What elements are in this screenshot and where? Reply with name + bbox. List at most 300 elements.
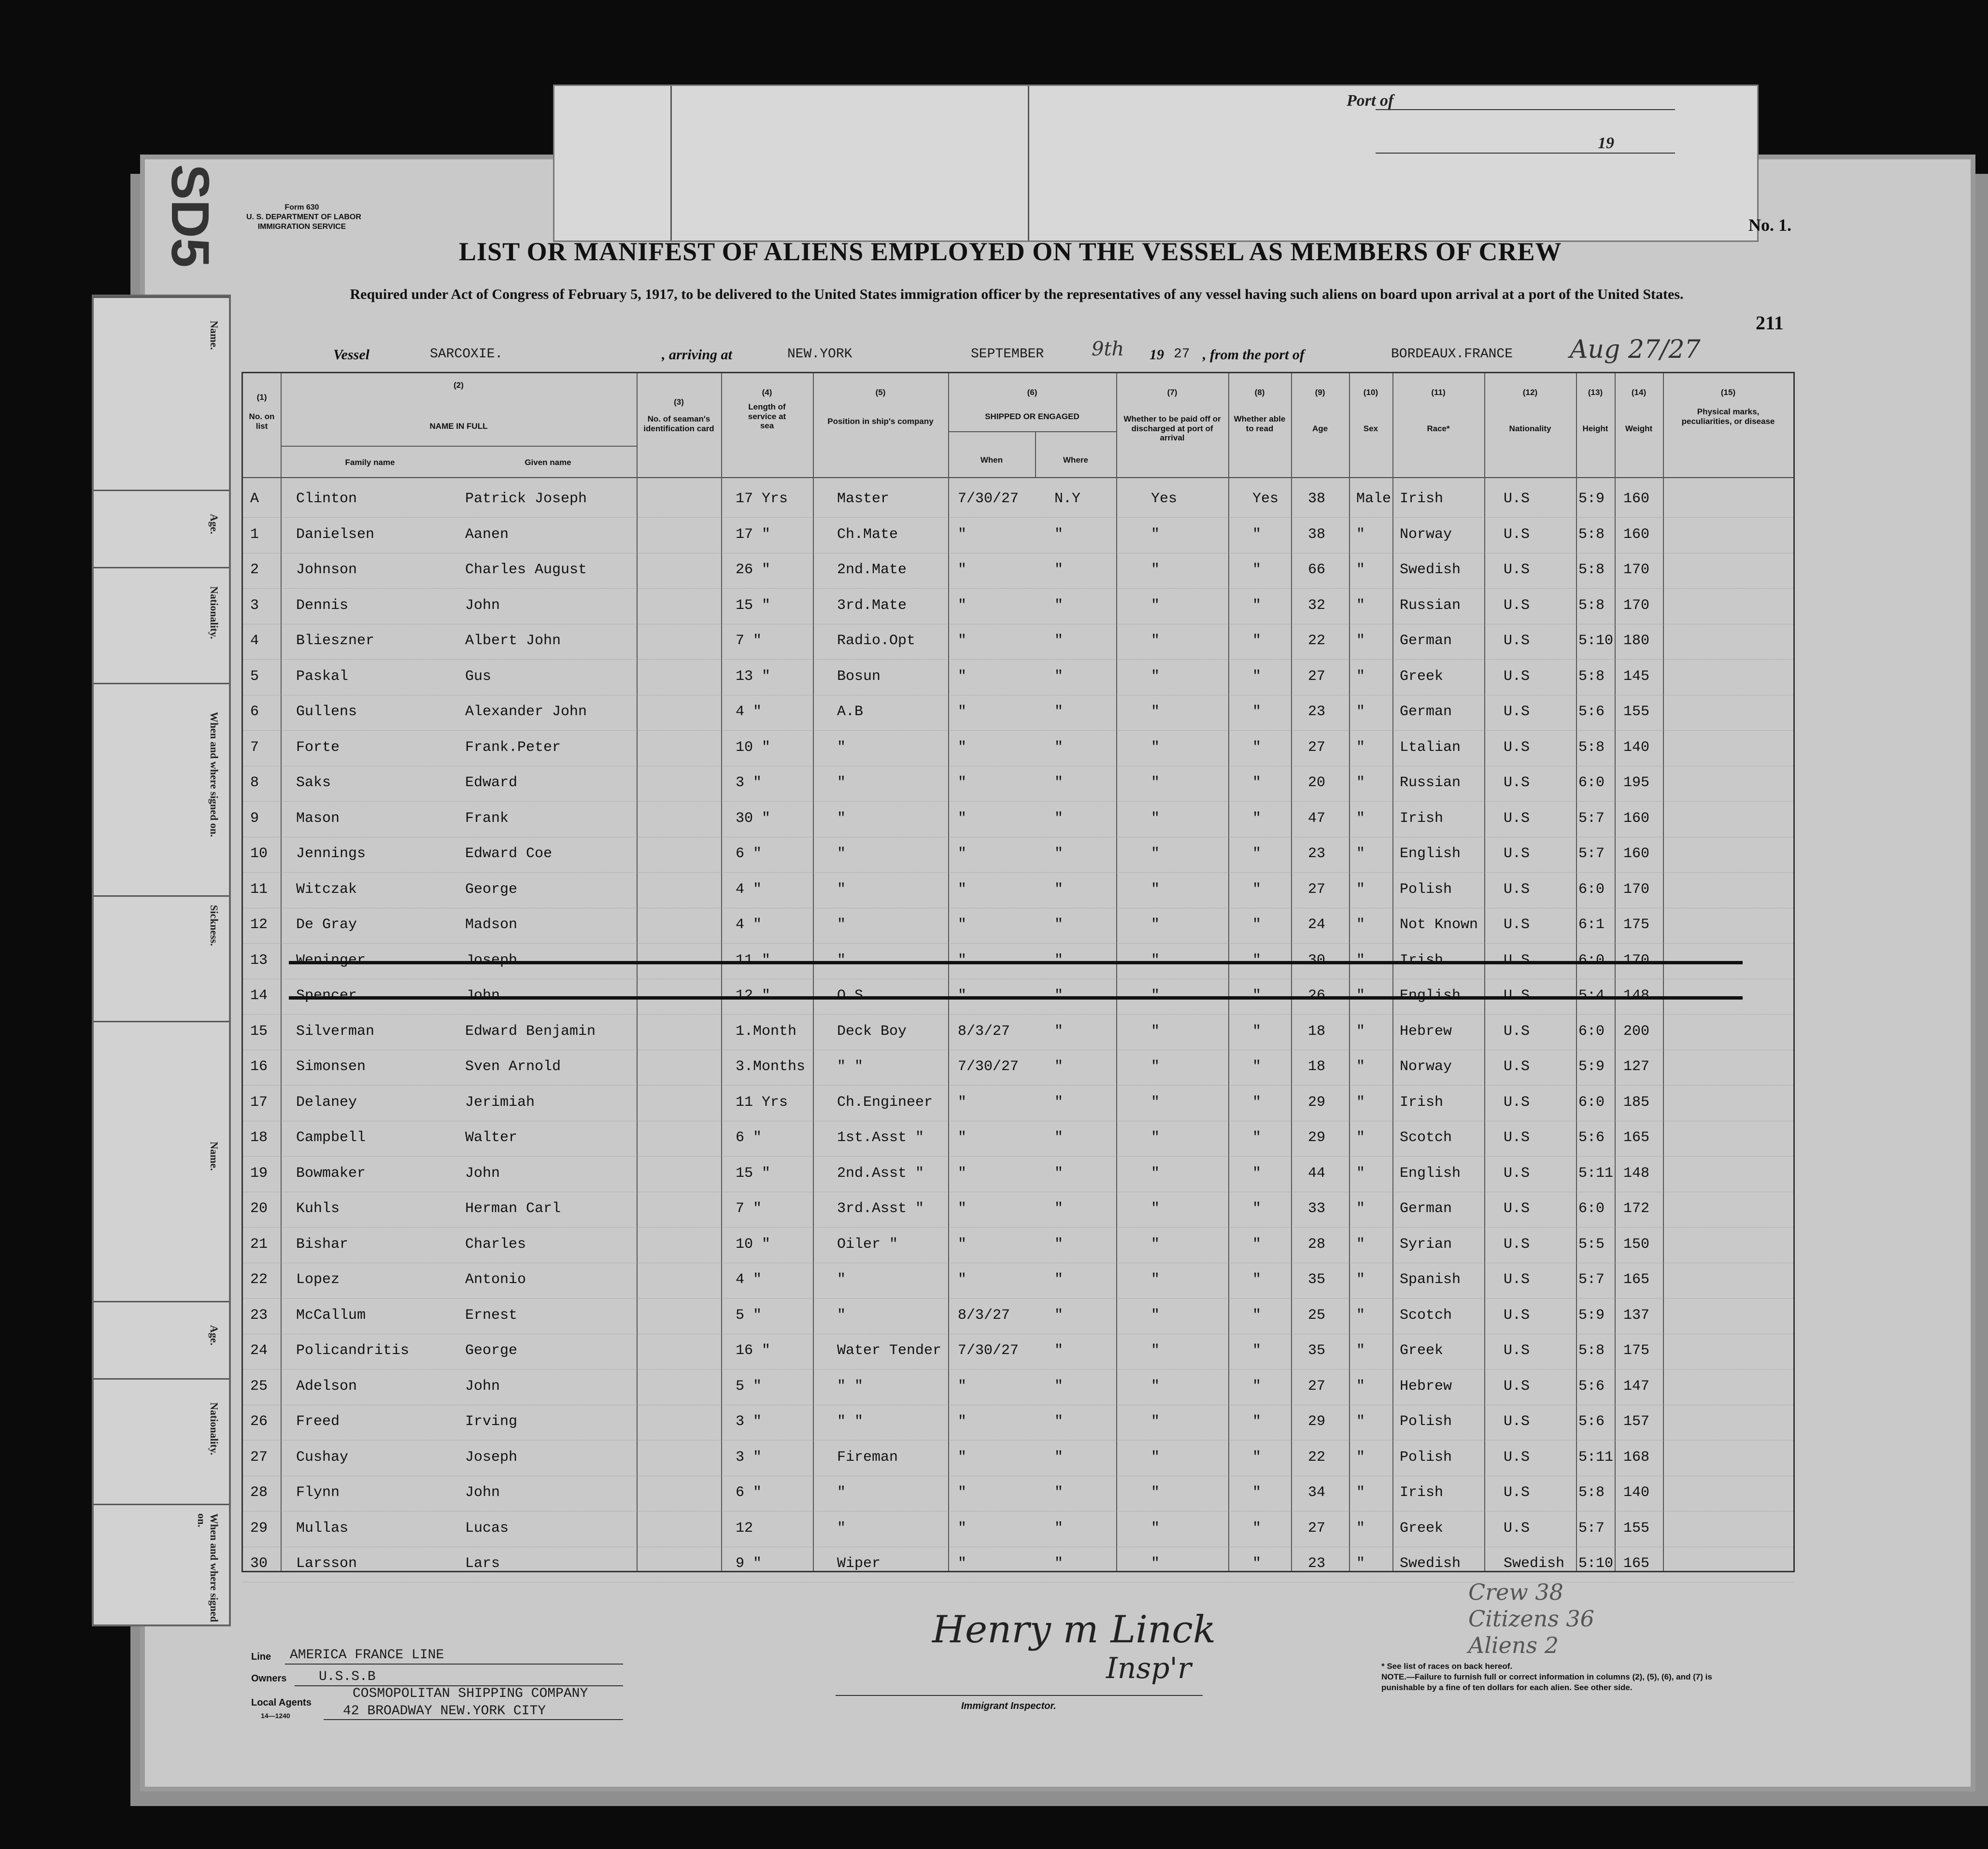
left-side-tab <box>92 295 231 1626</box>
cell-race: Scotch <box>1400 1129 1452 1146</box>
cell-able-to-read: " <box>1252 810 1262 827</box>
cell-nationality: U.S <box>1504 1342 1530 1359</box>
table-row <box>243 979 1793 1015</box>
from-port-label: , from the port of <box>1203 347 1305 363</box>
cell-nationality: U.S <box>1504 1023 1530 1040</box>
cell-shipped-when: " <box>958 1094 967 1111</box>
cell-length-of-service: 1.Month <box>736 1023 797 1040</box>
cell-shipped-where: " <box>1054 1165 1064 1182</box>
cell-shipped-when: " <box>958 1449 967 1466</box>
cell-sex: " <box>1356 1378 1365 1395</box>
cell-age: 29 <box>1308 1129 1326 1146</box>
cell-able-to-read: " <box>1252 1307 1262 1324</box>
cell-height: 5:11 <box>1578 1449 1614 1466</box>
cell-paid-off: " <box>1151 1165 1160 1182</box>
cell-row-number: 13 <box>250 952 268 969</box>
cell-race: Not Known <box>1400 917 1478 933</box>
cell-able-to-read: " <box>1252 1449 1262 1466</box>
cell-nationality: U.S <box>1504 1307 1530 1324</box>
cell-height: 5:6 <box>1578 704 1605 720</box>
cell-family-name: Mullas <box>296 1520 349 1537</box>
cell-position: " " <box>837 1413 864 1430</box>
cell-age: 29 <box>1308 1094 1326 1111</box>
cell-height: 5:6 <box>1578 1378 1605 1395</box>
cell-sex: " <box>1356 810 1365 827</box>
cell-row-number: 12 <box>250 917 268 933</box>
cell-family-name: Clinton <box>296 491 357 507</box>
cell-row-number: 3 <box>250 597 259 614</box>
cell-sex: " <box>1356 739 1365 756</box>
inspector-signature: Henry m Linck <box>932 1608 1216 1651</box>
cell-height: 5:4 <box>1578 988 1605 1004</box>
cell-sex: " <box>1356 526 1365 543</box>
cell-nationality: U.S <box>1504 1059 1530 1075</box>
cell-shipped-where: " <box>1054 917 1064 933</box>
cell-position: " " <box>837 1378 864 1395</box>
cell-sex: " <box>1356 1094 1365 1111</box>
cell-shipped-where: " <box>1054 988 1064 1004</box>
cell-able-to-read: " <box>1252 846 1262 862</box>
inspector-title: Insp'r <box>1106 1651 1192 1685</box>
cell-height: 5:10 <box>1578 633 1614 649</box>
col-number-read: (8) <box>1254 388 1265 397</box>
cell-given-name: Sven Arnold <box>465 1059 561 1075</box>
cell-given-name: Charles August <box>465 562 587 578</box>
owners-label: Owners <box>251 1673 287 1684</box>
cell-paid-off: " <box>1151 881 1160 898</box>
cell-given-name: Irving <box>465 1413 518 1430</box>
table-row <box>243 802 1793 837</box>
table-row <box>243 1228 1793 1263</box>
table-row <box>243 1511 1793 1547</box>
col-header-race: Race* <box>1427 424 1450 433</box>
cell-position: Wiper <box>837 1555 881 1572</box>
cell-shipped-when: " <box>958 810 967 827</box>
cell-paid-off: " <box>1151 597 1160 614</box>
cell-paid-off: " <box>1151 1449 1160 1466</box>
cell-family-name: De Gray <box>296 917 357 933</box>
cell-row-number: 23 <box>250 1307 268 1324</box>
cell-position: " <box>837 1307 846 1324</box>
cell-race: Swedish <box>1400 1555 1461 1572</box>
cell-age: 27 <box>1308 881 1326 898</box>
cell-paid-off: " <box>1151 1094 1160 1111</box>
cell-shipped-where: " <box>1054 1307 1064 1324</box>
cell-paid-off: " <box>1151 562 1160 578</box>
col-number-no: (1) <box>256 393 267 402</box>
cell-shipped-where: " <box>1054 526 1064 543</box>
cell-given-name: John <box>465 1165 500 1182</box>
cell-weight: 137 <box>1623 1307 1650 1324</box>
cell-able-to-read: " <box>1252 526 1262 543</box>
cell-length-of-service: 3 " <box>736 1449 762 1466</box>
cell-length-of-service: 6 " <box>736 1129 762 1146</box>
cell-given-name: John <box>465 1484 500 1501</box>
table-row <box>243 553 1793 589</box>
cell-nationality: U.S <box>1504 1449 1530 1466</box>
cell-age: 20 <box>1308 775 1326 791</box>
cell-row-number: 11 <box>250 881 268 898</box>
strike-through-line <box>289 996 1743 1000</box>
cell-row-number: 22 <box>250 1271 268 1288</box>
cell-sex: " <box>1356 1484 1365 1501</box>
cell-shipped-when: " <box>958 1484 967 1501</box>
cell-position: Radio.Opt <box>837 633 916 649</box>
cell-race: Irish <box>1400 952 1444 969</box>
cell-position: " " <box>837 1059 864 1075</box>
cell-paid-off: " <box>1151 917 1160 933</box>
cell-weight: 140 <box>1623 739 1650 756</box>
col-header-no: No. on list <box>249 412 275 431</box>
manifest-title: LIST OR MANIFEST OF ALIENS EMPLOYED ON THE VESSEL AS MEMBERS OF CREW <box>459 237 1562 266</box>
cell-shipped-where: " <box>1054 1484 1064 1501</box>
cell-weight: 160 <box>1623 846 1650 862</box>
cell-family-name: Mason <box>296 810 340 827</box>
cell-shipped-when: 7/30/27 <box>958 491 1019 507</box>
cell-shipped-when: " <box>958 881 967 898</box>
cell-able-to-read: " <box>1252 1555 1262 1572</box>
cell-age: 44 <box>1308 1165 1326 1182</box>
cell-row-number: 25 <box>250 1378 268 1395</box>
cell-row-number: 14 <box>250 988 268 1004</box>
cell-paid-off: " <box>1151 1555 1160 1572</box>
cell-row-number: 9 <box>250 810 259 827</box>
archive-stamp: SD5 <box>160 164 220 268</box>
cell-row-number: 29 <box>250 1520 268 1537</box>
cell-race: Hebrew <box>1400 1023 1452 1040</box>
table-row <box>243 1157 1793 1192</box>
cell-shipped-where: " <box>1054 952 1064 969</box>
cell-nationality: U.S <box>1504 775 1530 791</box>
form-code: 14—1240 <box>261 1712 290 1720</box>
cell-row-number: 17 <box>250 1094 268 1111</box>
cell-weight: 168 <box>1623 1449 1650 1466</box>
crew-table <box>241 372 1795 1572</box>
cell-position: " <box>837 1520 846 1537</box>
inspector-label: Immigrant Inspector. <box>961 1701 1056 1711</box>
cell-paid-off: " <box>1151 1059 1160 1075</box>
col-header-read: Whether able to read <box>1234 414 1286 433</box>
cell-weight: 160 <box>1623 491 1650 507</box>
cell-position: " <box>837 952 846 969</box>
cell-age: 38 <box>1308 526 1326 543</box>
cell-family-name: Adelson <box>296 1378 357 1395</box>
cell-weight: 127 <box>1623 1059 1650 1075</box>
cell-sex: " <box>1356 668 1365 685</box>
cell-row-number: 15 <box>250 1023 268 1040</box>
cell-sex: " <box>1356 1520 1365 1537</box>
table-row <box>243 731 1793 766</box>
cell-race: Norway <box>1400 526 1452 543</box>
cell-height: 5:8 <box>1578 526 1605 543</box>
cell-position: 1st.Asst " <box>837 1129 924 1146</box>
cell-nationality: U.S <box>1504 1165 1530 1182</box>
cell-paid-off: " <box>1151 1023 1160 1040</box>
cell-able-to-read: " <box>1252 1023 1262 1040</box>
owners-value: U.S.S.B <box>319 1669 376 1684</box>
cell-age: 27 <box>1308 1520 1326 1537</box>
table-row <box>243 1369 1793 1405</box>
cell-given-name: Madson <box>465 917 518 933</box>
cell-row-number: 1 <box>250 526 259 543</box>
col-header-card: No. of seaman's identification card <box>643 414 714 433</box>
form-identifier <box>246 203 361 232</box>
strike-through-line <box>289 961 1743 964</box>
cell-length-of-service: 13 " <box>736 668 771 685</box>
cell-length-of-service: 4 " <box>736 1271 762 1288</box>
left-tab-label: Name. <box>208 1142 220 1171</box>
cell-shipped-when: " <box>958 526 967 543</box>
cell-shipped-when: " <box>958 1200 967 1217</box>
cell-shipped-when: " <box>958 1236 967 1253</box>
cell-able-to-read: " <box>1252 1378 1262 1395</box>
cell-shipped-where: " <box>1054 1059 1064 1075</box>
cell-length-of-service: 4 " <box>736 881 762 898</box>
arriving-port: NEW.YORK <box>787 347 852 362</box>
col-header-service: Length of service at sea <box>748 402 786 431</box>
cell-shipped-when: " <box>958 1413 967 1430</box>
cell-weight: 160 <box>1623 810 1650 827</box>
table-row <box>243 837 1793 873</box>
cell-length-of-service: 3.Months <box>736 1059 806 1075</box>
cell-weight: 165 <box>1623 1271 1650 1288</box>
tally-citizens: Citizens 36 <box>1468 1606 1594 1632</box>
cell-shipped-where: " <box>1054 775 1064 791</box>
cell-weight: 172 <box>1623 1200 1650 1217</box>
cell-height: 5:9 <box>1578 1307 1605 1324</box>
cell-race: Hebrew <box>1400 1378 1452 1395</box>
cell-able-to-read: " <box>1252 1484 1262 1501</box>
cell-row-number: 5 <box>250 668 259 685</box>
cell-race: Irish <box>1400 491 1444 507</box>
cell-position: " <box>837 1484 846 1501</box>
cell-able-to-read: " <box>1252 1094 1262 1111</box>
cell-weight: 150 <box>1623 1236 1650 1253</box>
footnotes <box>1381 1661 1719 1693</box>
cell-length-of-service: 26 " <box>736 562 771 578</box>
cell-given-name: John <box>465 988 500 1004</box>
cell-nationality: U.S <box>1504 1271 1530 1288</box>
cell-height: 5:7 <box>1578 810 1605 827</box>
cell-race: Ltalian <box>1400 739 1461 756</box>
cell-family-name: Bowmaker <box>296 1165 366 1182</box>
cell-age: 18 <box>1308 1023 1326 1040</box>
col-header-where: Where <box>1063 455 1088 465</box>
cell-nationality: U.S <box>1504 988 1530 1004</box>
cell-age: 27 <box>1308 739 1326 756</box>
line-value: AMERICA FRANCE LINE <box>290 1648 444 1663</box>
col-number-nationality: (12) <box>1522 388 1538 397</box>
cell-length-of-service: 4 " <box>736 704 762 720</box>
cell-able-to-read: Yes <box>1252 491 1279 507</box>
cell-race: Russian <box>1400 775 1461 791</box>
cell-weight: 140 <box>1623 1484 1650 1501</box>
cell-shipped-when: " <box>958 1520 967 1537</box>
cell-given-name: Lars <box>465 1555 500 1572</box>
cell-position: Ch.Engineer <box>837 1094 933 1111</box>
cell-shipped-where: " <box>1054 597 1064 614</box>
cell-able-to-read: " <box>1252 1165 1262 1182</box>
cell-age: 25 <box>1308 1307 1326 1324</box>
cell-able-to-read: " <box>1252 1236 1262 1253</box>
footnote-fine: NOTE.—Failure to furnish full or correct information in columns (2), (5), (6), and (7) is punishable by a fine of ten dollars for each alien. See other side. <box>1381 1672 1712 1693</box>
cell-able-to-read: " <box>1252 1059 1262 1075</box>
table-row <box>243 589 1793 624</box>
cell-shipped-where: " <box>1054 633 1064 649</box>
cell-age: 28 <box>1308 1236 1326 1253</box>
cell-given-name: Edward <box>465 775 518 791</box>
cell-given-name: Herman Carl <box>465 1200 561 1217</box>
col-header-age: Age <box>1312 424 1328 433</box>
cell-shipped-when: " <box>958 562 967 578</box>
slip-year-label: 19 <box>1598 134 1614 152</box>
cell-position: 3rd.Asst " <box>837 1200 924 1217</box>
table-row <box>243 518 1793 553</box>
table-row <box>243 908 1793 944</box>
cell-race: Norway <box>1400 1059 1452 1075</box>
col-number-weight: (14) <box>1631 388 1647 397</box>
cell-height: 5:8 <box>1578 668 1605 685</box>
cell-nationality: U.S <box>1504 1200 1530 1217</box>
cell-family-name: Spencer <box>296 988 357 1004</box>
cell-shipped-where: " <box>1054 562 1064 578</box>
cell-sex: " <box>1356 988 1365 1004</box>
cell-age: 22 <box>1308 633 1326 649</box>
cell-shipped-where: " <box>1054 1413 1064 1430</box>
cell-paid-off: " <box>1151 810 1160 827</box>
cell-able-to-read: " <box>1252 1129 1262 1146</box>
cell-shipped-when: " <box>958 1271 967 1288</box>
col-number-paid: (7) <box>1167 388 1178 397</box>
cell-weight: 170 <box>1623 952 1650 969</box>
cell-height: 6:0 <box>1578 1023 1605 1040</box>
cell-able-to-read: " <box>1252 562 1262 578</box>
cell-length-of-service: 6 " <box>736 846 762 862</box>
cell-sex: " <box>1356 1023 1365 1040</box>
left-tab-label: Name. <box>208 321 220 350</box>
cell-age: 29 <box>1308 1413 1326 1430</box>
cell-weight: 157 <box>1623 1413 1650 1430</box>
left-tab-label: Age. <box>208 514 220 535</box>
cell-height: 5:8 <box>1578 1342 1605 1359</box>
cell-height: 6:0 <box>1578 881 1605 898</box>
cell-sex: " <box>1356 1165 1365 1182</box>
table-row <box>243 873 1793 908</box>
cell-height: 5:7 <box>1578 846 1605 862</box>
cell-paid-off: " <box>1151 775 1160 791</box>
cell-row-number: 2 <box>250 562 259 578</box>
arrival-year: 27 <box>1174 347 1190 362</box>
cell-paid-off: " <box>1151 1129 1160 1146</box>
cell-given-name: Joseph <box>465 1449 518 1466</box>
cell-height: 6:0 <box>1578 1200 1605 1217</box>
cell-height: 5:5 <box>1578 1236 1605 1253</box>
cell-family-name: Gullens <box>296 704 357 720</box>
cell-shipped-when: " <box>958 704 967 720</box>
left-tab-label: Nationality. <box>208 586 220 639</box>
cell-family-name: Dennis <box>296 597 349 614</box>
cell-paid-off: " <box>1151 952 1160 969</box>
cell-race: German <box>1400 633 1452 649</box>
cell-race: Polish <box>1400 881 1452 898</box>
cell-shipped-where: " <box>1054 846 1064 862</box>
cell-age: 30 <box>1308 952 1326 969</box>
cell-shipped-where: " <box>1054 739 1064 756</box>
cell-paid-off: Yes <box>1151 491 1178 507</box>
cell-family-name: Cushay <box>296 1449 349 1466</box>
cell-age: 23 <box>1308 1555 1326 1572</box>
cell-weight: 148 <box>1623 1165 1650 1182</box>
cell-paid-off: " <box>1151 1271 1160 1288</box>
table-row <box>243 1405 1793 1440</box>
cell-row-number: 19 <box>250 1165 268 1182</box>
cell-nationality: U.S <box>1504 917 1530 933</box>
cell-able-to-read: " <box>1252 917 1262 933</box>
cell-age: 23 <box>1308 704 1326 720</box>
cell-position: Ch.Mate <box>837 526 898 543</box>
cell-family-name: Forte <box>296 739 340 756</box>
left-tab-label: Sickness. <box>208 905 220 946</box>
cell-sex: " <box>1356 1449 1365 1466</box>
cell-position: 2nd.Mate <box>837 562 907 578</box>
arrival-day: 9th <box>1092 338 1124 360</box>
cell-height: 6:0 <box>1578 775 1605 791</box>
cell-race: Irish <box>1400 1484 1444 1501</box>
table-row <box>243 1086 1793 1121</box>
cell-weight: 147 <box>1623 1378 1650 1395</box>
cell-nationality: U.S <box>1504 1520 1530 1537</box>
cell-shipped-where: N.Y <box>1054 491 1081 507</box>
cell-position: Oiler " <box>837 1236 898 1253</box>
cell-shipped-when: 8/3/27 <box>958 1307 1010 1324</box>
col-header-shipped: SHIPPED OR ENGAGED <box>985 412 1079 421</box>
cell-row-number: 10 <box>250 846 268 862</box>
cell-weight: 185 <box>1623 1094 1650 1111</box>
cell-family-name: Kuhls <box>296 1200 340 1217</box>
cell-paid-off: " <box>1151 988 1160 1004</box>
col-number-height: (13) <box>1588 388 1603 397</box>
cell-height: 5:8 <box>1578 562 1605 578</box>
cell-nationality: U.S <box>1504 810 1530 827</box>
cell-weight: 180 <box>1623 633 1650 649</box>
cell-able-to-read: " <box>1252 704 1262 720</box>
cell-height: 5:7 <box>1578 1520 1605 1537</box>
cell-age: 24 <box>1308 917 1326 933</box>
cell-length-of-service: 4 " <box>736 917 762 933</box>
cell-given-name: Gus <box>465 668 492 685</box>
cell-nationality: U.S <box>1504 1378 1530 1395</box>
cell-family-name: Johnson <box>296 562 357 578</box>
cell-shipped-where: " <box>1054 1342 1064 1359</box>
cell-family-name: Silverman <box>296 1023 375 1040</box>
cell-family-name: Freed <box>296 1413 340 1430</box>
col-number-marks: (15) <box>1720 388 1736 397</box>
line-label: Line <box>251 1651 271 1662</box>
table-row <box>243 1547 1793 1582</box>
cell-sex: " <box>1356 1236 1365 1253</box>
cell-shipped-when: " <box>958 739 967 756</box>
cell-family-name: Blieszner <box>296 633 375 649</box>
table-row <box>243 695 1793 731</box>
cell-able-to-read: " <box>1252 881 1262 898</box>
cell-length-of-service: 16 " <box>736 1342 771 1359</box>
cell-row-number: 16 <box>250 1059 268 1075</box>
cell-weight: 175 <box>1623 917 1650 933</box>
cell-able-to-read: " <box>1252 775 1262 791</box>
cell-length-of-service: 3 " <box>736 1413 762 1430</box>
cell-shipped-when: 8/3/27 <box>958 1023 1010 1040</box>
cell-shipped-where: " <box>1054 1378 1064 1395</box>
